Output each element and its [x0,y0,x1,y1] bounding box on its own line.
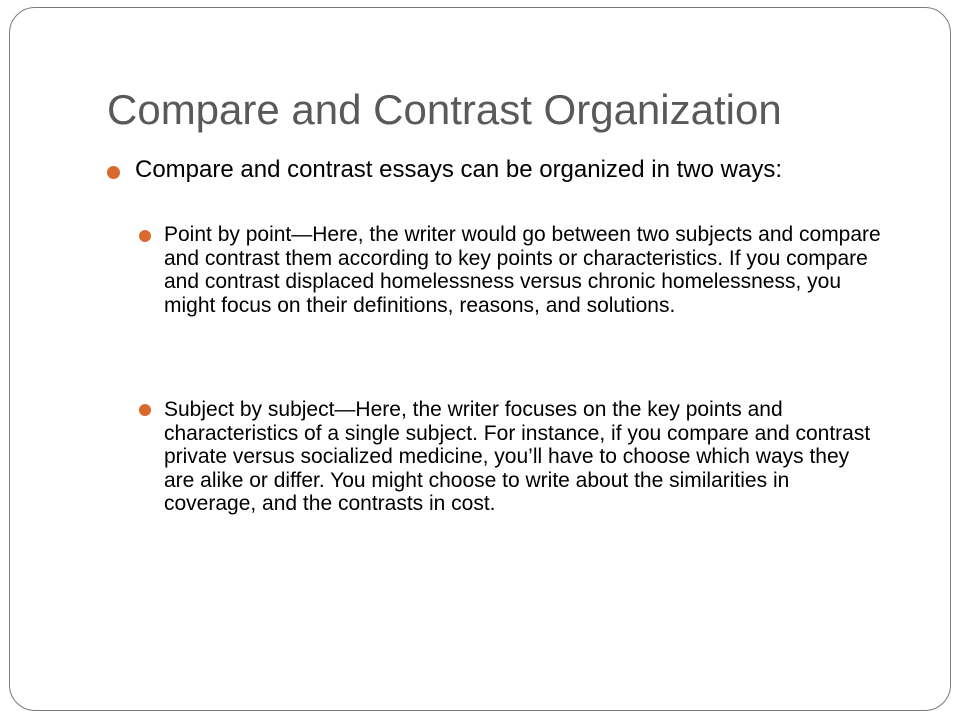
sub-bullet-point-by-point: Point by point—Here, the writer would go between two subjects and compare and contrast them according to key points or characteristics. If you compare and contrast displaced homelessness versus chronic homelessness, you might focus on their definitions, reasons, and solutions. [164,223,881,317]
slide-title: Compare and Contrast Organization [107,86,782,133]
sub-bullet-subject-by-subject: Subject by subject—Here, the writer focuses on the key points and characteristics of a single subject. For instance, if you compare and contrast private versus socialized medicine, you’ll have to choose which ways they are alike or differ. You might choose to write about the similarities in coverage, and the contrasts in cost. [164,398,871,515]
sub-bullet-dot-icon [139,230,151,242]
bullet-dot-icon [107,166,120,179]
main-bullet-text: Compare and contrast essays can be organized in two ways: [135,156,783,183]
sub-bullet-dot-icon [139,404,151,416]
